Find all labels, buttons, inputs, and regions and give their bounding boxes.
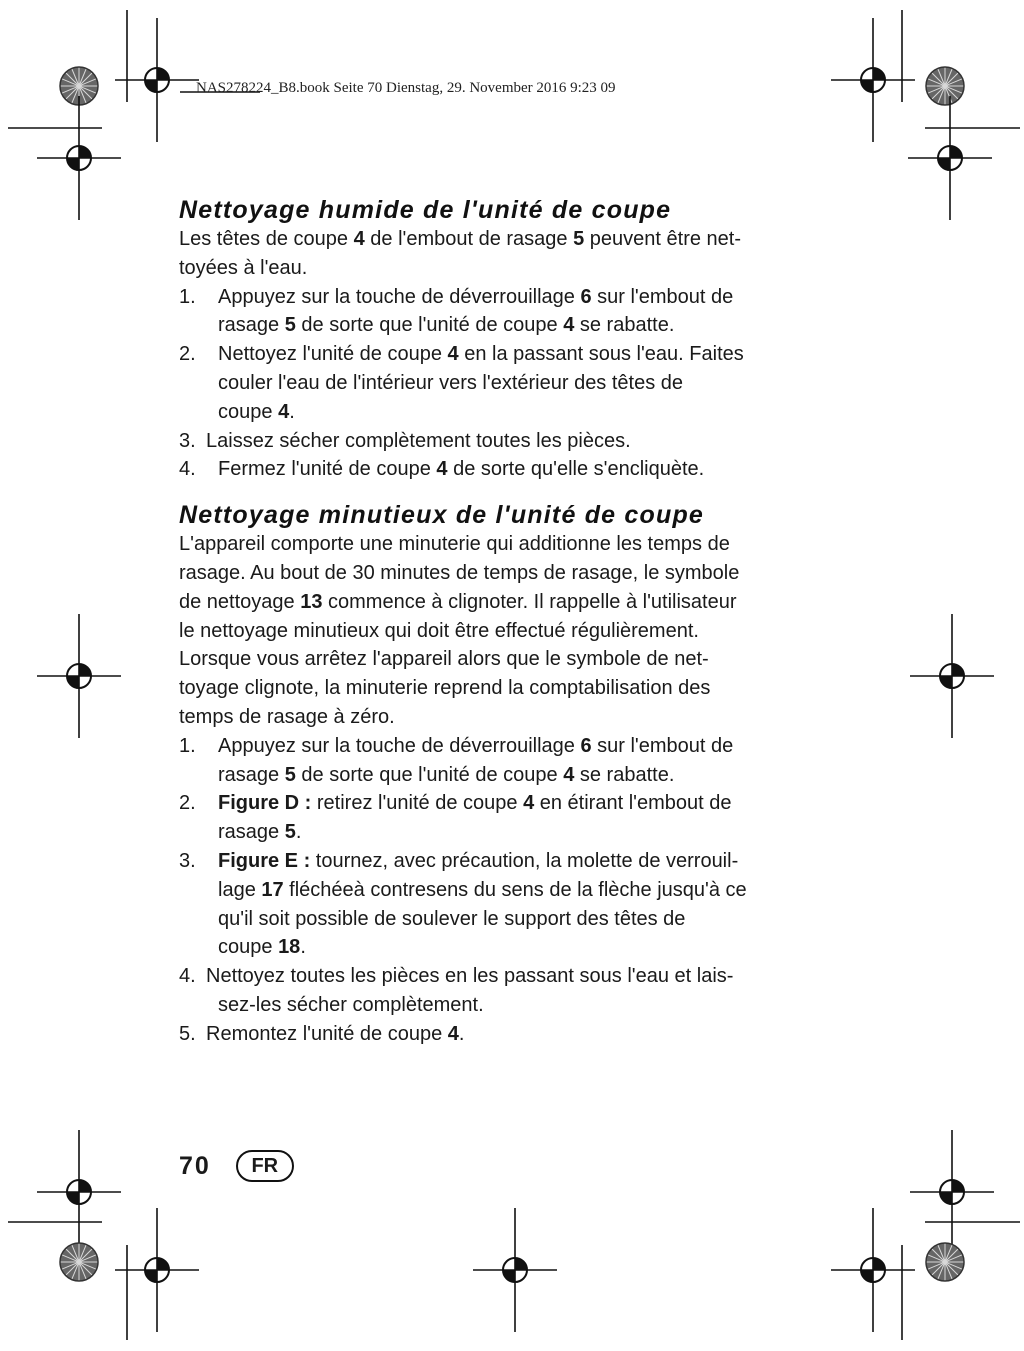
list-item: 3. Laissez sécher complètement toutes les pièces. [179,429,631,452]
list-item: 5. Remontez l'unité de coupe 4. [179,1022,465,1045]
list-item: 2. Nettoyez l'unité de coupe 4 en la passant sous l'eau. Faites couler l'eau de l'intérieur vers l'extérieur des têtes de coupe 4. [179,343,744,423]
list-item: 3. Figure E : tournez, avec précaution, la molette de verrouil- lage 17 fléchéeà contresens du sens de la flèche jusqu'à ce qu'il soit possible de soulever le support des têtes de coupe 18. [179,849,747,959]
print-header: NAS278224_B8.book Seite 70 Dienstag, 29. November 2016 9:23 09 [196,80,616,96]
section2-intro: L'appareil comporte une minuterie qui additionne les temps de rasage. Au bout de 30 minutes de temps de rasage, le symbole de nettoyage 13 commence à clignoter. Il rappelle à l'utilisateur le nettoyage minutieux qui doit être effectué régulièrement. Lorsque vous arrêtez l'appareil alors que le symbole de net- toyage clignote, la minuterie reprend la comptabilisation des temps de rasage à zéro. [179,533,740,728]
page-footer [179,1150,294,1182]
section2-steps [179,732,839,1049]
language-badge: FR [236,1150,294,1182]
list-item: 4. Nettoyez toutes les pièces en les passant sous l'eau et lais- sez-les sécher complètement. [179,965,734,1016]
page-content [179,195,839,1049]
section1-steps [179,283,839,485]
list-item: 4. Fermez l'unité de coupe 4 de sorte qu'elle s'encliquète. [179,458,705,481]
list-item: 1. Appuyez sur la touche de déverrouillage 6 sur l'embout de rasage 5 de sorte que l'unité de coupe 4 se rabatte. [179,285,734,337]
list-item: 2. Figure D : retirez l'unité de coupe 4 en étirant l'embout de rasage 5. [179,792,732,844]
page-number: 70 [179,1151,211,1180]
list-item: 1. Appuyez sur la touche de déverrouillage 6 sur l'embout de rasage 5 de sorte que l'unité de coupe 4 se rabatte. [179,734,734,786]
section1-intro: Les têtes de coupe 4 de l'embout de rasage 5 peuvent être net- toyées à l'eau. [179,228,742,279]
section-title-wet-cleaning: Nettoyage humide de l'unité de coupe [179,196,672,224]
section-title-thorough-cleaning: Nettoyage minutieux de l'unité de coupe [179,501,705,530]
